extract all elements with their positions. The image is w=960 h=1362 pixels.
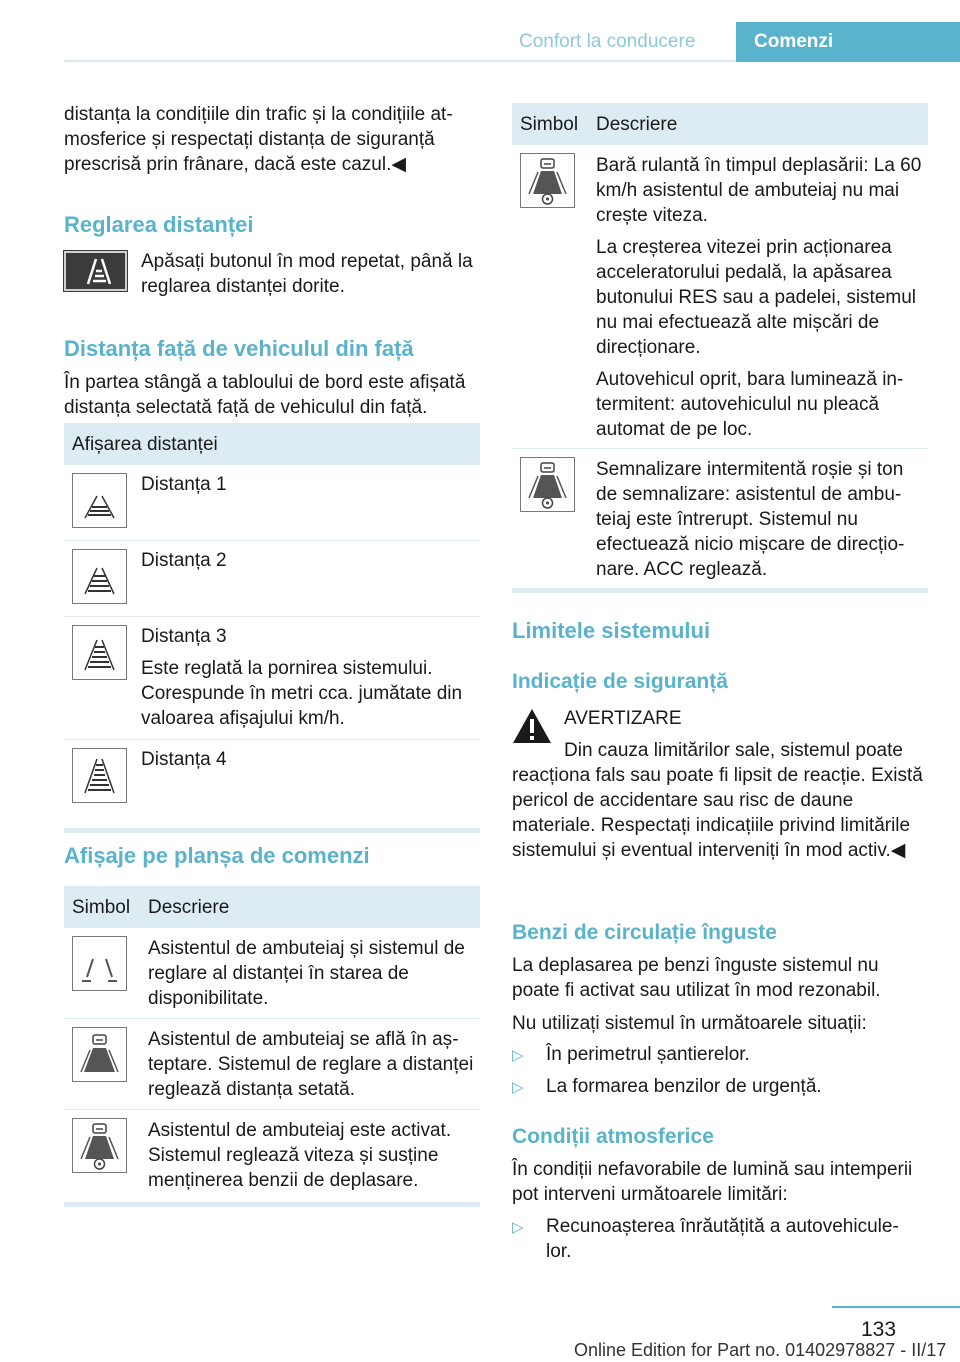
- distance-3-icon: [72, 625, 127, 680]
- symbol-table-left: [64, 886, 480, 1207]
- traffic-jam-bar-icon: [520, 153, 575, 208]
- symbol-table-header: Simbol Descriere: [512, 103, 928, 145]
- bullet-item: Recunoașterea înrăutățită a autovehiculelor.: [546, 1216, 899, 1262]
- distance-3-label: Distanța 3: [141, 626, 227, 647]
- page-number: 133: [861, 1318, 897, 1341]
- symbol-table-right: [512, 103, 928, 593]
- distance-1-label: Distanța 1: [141, 474, 227, 495]
- table-row: [512, 449, 928, 588]
- distance-2-label: Distanța 2: [141, 550, 227, 571]
- table-end-rule: [64, 1202, 480, 1207]
- warning-text: Din cauza limitărilor sale, sistemul poate reacționa fals sau poate fi lipsit de reacție. Există pericol de accidentare sau risc de daune materiale. Respectați indicațiile privind limitările sistemului și eventual interveniți în mod activ.◀: [512, 740, 923, 861]
- symbol-desc: Bară rulantă în timpul deplasării: La 60 km/h asistentul de ambuteiaj nu mai crește viteza. La creșterea vitezei prin acționarea acceleratorului pedală, la apăsarea butonului RES sau a padelei, sistemul nu mai efectuează alte mișcări de direcționare. Autovehicul oprit, bara luminează intermitent: autovehiculul nu pleacă automat de pe loc.: [596, 155, 922, 440]
- narrow-lanes-text-2: Nu utilizați sistemul în următoarele situații:: [512, 1013, 867, 1034]
- bullet-icon: ▷: [512, 1079, 524, 1096]
- bullet-icon: ▷: [512, 1047, 524, 1064]
- table-row: [64, 928, 480, 1019]
- distance-front-text: În partea stângă a tabloului de bord este afișată distanța selectată față de vehiculul din față.: [64, 372, 466, 418]
- distance-table-header: Afișarea distanței: [64, 423, 480, 465]
- distance-2-icon: [72, 549, 127, 604]
- bullet-icon: ▷: [512, 1219, 524, 1236]
- traffic-jam-waiting-icon: [72, 1027, 127, 1082]
- heading-safety-note: Indicație de siguranță: [512, 670, 728, 693]
- symbol-desc: Asistentul de ambuteiaj și sistemul de reglare al distanței în starea de disponibilitate.: [148, 938, 465, 1009]
- table-end-rule: [64, 828, 480, 833]
- header-chapter-tab: Comenzi: [736, 22, 960, 62]
- traffic-jam-active-icon: [72, 1118, 127, 1173]
- distance-adjust-text: Apăsați butonul în mod repetat, până la reglarea distanței dorite.: [141, 251, 473, 297]
- symbol-desc: Asistentul de ambuteiaj se află în așteptare. Sistemul de reglare a distanței reglează distanța setată.: [148, 1029, 474, 1100]
- heading-narrow-lanes: Benzi de circulație înguste: [512, 921, 777, 944]
- bullet-item: În perimetrul șantierelor.: [546, 1044, 750, 1065]
- intro-text: distanța la condițiile din trafic și la condițiile atmosferice și respectați distanța de siguranță prescrisă prin frânare, dacă este cazul.◀: [64, 104, 453, 175]
- symbol-desc: Asistentul de ambuteiaj este activat. Sistemul reglează viteza și susține menținerea benzii de deplasare.: [148, 1120, 452, 1191]
- heading-weather: Condiții atmosferice: [512, 1125, 714, 1148]
- heading-distance-front: Distanța față de vehiculul din față: [64, 336, 414, 361]
- table-end-rule: [512, 588, 928, 593]
- weather-text: În condiții nefavorabile de lumină sau intemperii pot interveni următoarele limitări:: [512, 1159, 913, 1205]
- distance-button-icon: [64, 251, 127, 291]
- heading-display-symbols: Afișaje pe planșa de comenzi: [64, 843, 370, 868]
- header-section: Confort la conducere: [519, 31, 696, 52]
- footer-edition: Online Edition for Part no. 01402978827 - II/17: [574, 1340, 947, 1360]
- distance-1-icon: [72, 473, 127, 528]
- symbol-desc: Semnalizare intermitentă roșie și ton de semnalizare: asistentul de ambuteiaj este întrerupt. Sistemul nu efectuează nicio mișcare de direcționare. ACC reglează.: [596, 459, 905, 580]
- table-row: [64, 1110, 480, 1202]
- lane-standby-icon: [72, 936, 127, 991]
- table-row: [512, 145, 928, 449]
- distance-4-icon: [72, 748, 127, 803]
- warning-title: AVERTIZARE: [564, 708, 682, 729]
- distance-4-label: Distanța 4: [141, 749, 227, 770]
- heading-system-limits: Limitele sistemului: [512, 618, 711, 643]
- bullet-item: La formarea benzilor de urgență.: [546, 1076, 822, 1097]
- heading-distance-adjust: Reglarea distanței: [64, 212, 254, 237]
- symbol-table-header: Simbol Descriere: [64, 886, 480, 928]
- narrow-lanes-text: La deplasarea pe benzi înguste sistemul nu poate fi activat sau utilizat în mod rezonabil.: [512, 955, 881, 1001]
- footer-rule: [832, 1306, 960, 1308]
- table-row: [64, 1019, 480, 1110]
- distance-3-note: Este reglată la pornirea sistemului. Corespunde în metri cca. jumătate din valoarea afișajului km/h.: [141, 658, 463, 729]
- traffic-jam-interrupted-icon: [520, 457, 575, 512]
